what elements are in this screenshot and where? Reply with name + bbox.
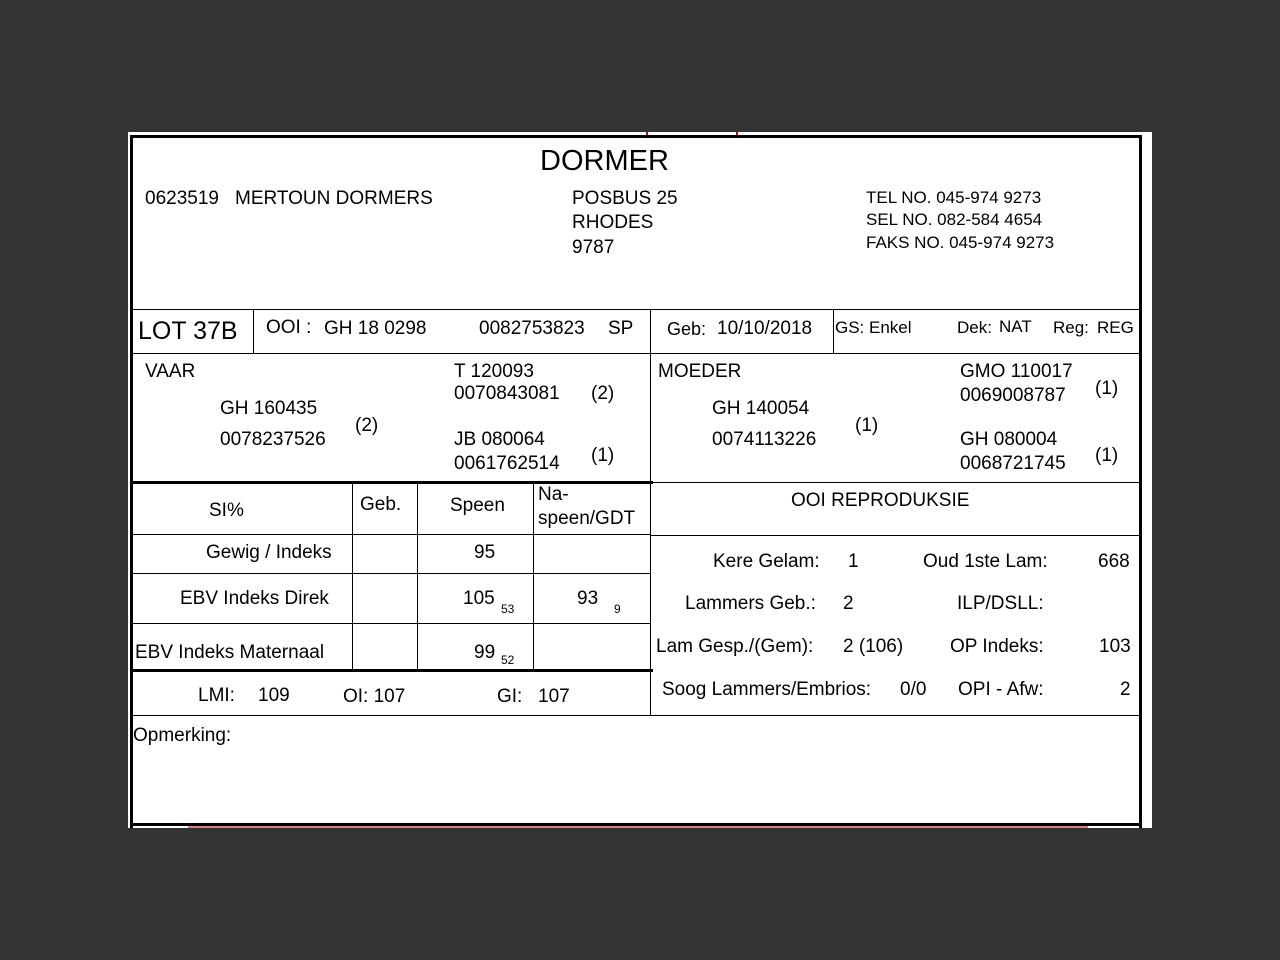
ooi-code: SP: [608, 318, 634, 339]
vaar-dam-id: JB 080064: [454, 429, 545, 450]
opi-afw-label: OPI - Afw:: [958, 679, 1044, 700]
speen-header: Speen: [450, 495, 505, 516]
vaar-sire-reg: 0070843081: [454, 383, 560, 404]
breeder-name: MERTOUN DORMERS: [235, 188, 433, 209]
op-indeks-value: 103: [1099, 636, 1131, 657]
row-gewig-speen: 95: [474, 542, 496, 563]
lot-card: [128, 132, 1152, 828]
dek-label: Dek:: [957, 318, 992, 337]
moeder-sire-gen: (1): [1095, 378, 1119, 399]
moeder-dam-reg: 0068721745: [960, 453, 1066, 474]
lammers-geb-value: 2: [843, 593, 854, 614]
rule-indices-bottom: [132, 715, 1140, 716]
gs-value: GS: Enkel: [835, 318, 912, 337]
reg-value: REG: [1097, 318, 1134, 337]
kere-gelam-label: Kere Gelam:: [713, 551, 820, 572]
row-direk-speen: 105: [463, 588, 495, 609]
ooi-reg: 0082753823: [479, 318, 585, 339]
lot-number: LOT 37B: [138, 317, 238, 345]
address-line1: POSBUS 25: [572, 188, 678, 209]
vaar-gen: (2): [355, 415, 379, 436]
row-gewig-label: Gewig / Indeks: [206, 542, 332, 563]
op-indeks-label: OP Indeks:: [950, 636, 1044, 657]
lammers-geb-label: Lammers Geb.:: [685, 593, 816, 614]
vaar-sire-gen: (2): [591, 383, 615, 404]
lmi-label: LMI:: [198, 685, 235, 706]
row-direk-naspeen-sub: 9: [614, 602, 621, 616]
moeder-id: GH 140054: [712, 398, 810, 419]
naspeen-header-line1: Na-: [538, 484, 569, 505]
oud-1ste-lam-label: Oud 1ste Lam:: [923, 551, 1048, 572]
lmi-value: 109: [258, 685, 290, 706]
ooi-id: GH 18 0298: [324, 318, 427, 339]
naspeen-header-line2: speen/GDT: [538, 508, 636, 529]
opi-afw-value: 2: [1120, 679, 1131, 700]
vaar-label: VAAR: [145, 361, 196, 382]
sel-number: SEL NO. 082-584 4654: [866, 210, 1043, 229]
rule-pedigree-bottom-right: [650, 482, 1140, 483]
tel-number: TEL NO. 045-974 9273: [866, 188, 1042, 207]
lam-gesp-value: 2 (106): [843, 636, 904, 657]
rule-lot-sep1: [253, 309, 254, 353]
soog-label: Soog Lammers/Embrios:: [662, 679, 872, 700]
rule-si-row1: [132, 534, 650, 535]
row-direk-naspeen: 93: [577, 588, 599, 609]
rule-lot-top: [132, 309, 1140, 310]
crop-mark: [736, 132, 738, 135]
dek-value: NAT: [999, 317, 1032, 336]
rule-si-col2: [417, 482, 418, 669]
address-line3: 9787: [572, 237, 615, 258]
gi-label: GI:: [497, 686, 523, 707]
border-top: [130, 135, 1142, 138]
ilp-dsll-label: ILP/DSLL:: [957, 593, 1044, 614]
vaar-dam-gen: (1): [591, 445, 615, 466]
geb-date: 10/10/2018: [717, 318, 813, 339]
moeder-sire-reg: 0069008787: [960, 385, 1066, 406]
rule-lot-sep2: [650, 309, 651, 353]
vaar-dam-reg: 0061762514: [454, 453, 560, 474]
vaar-sire-id: T 120093: [454, 361, 534, 382]
row-maternaal-speen: 99: [474, 642, 496, 663]
row-direk-label: EBV Indeks Direk: [180, 588, 329, 609]
geb-header: Geb.: [360, 494, 402, 515]
geb-label: Geb:: [667, 319, 707, 339]
soog-value: 0/0: [900, 679, 927, 700]
row-direk-speen-sub: 53: [501, 602, 515, 616]
moeder-label: MOEDER: [658, 361, 742, 382]
breed-title: DORMER: [540, 145, 669, 177]
rule-lot-bottom: [132, 353, 1140, 354]
remarks-label: Opmerking:: [133, 725, 232, 746]
rule-si-row3: [132, 623, 650, 624]
breeder-number: 0623519: [145, 188, 219, 209]
rule-si-col3: [533, 482, 534, 669]
rule-lot-sep3: [833, 309, 834, 353]
vaar-id: GH 160435: [220, 398, 318, 419]
rule-pedigree-bottom-left: [132, 481, 653, 484]
si-header: SI%: [209, 500, 244, 521]
crop-mark: [646, 132, 648, 135]
address-line2: RHODES: [572, 212, 654, 233]
faks-number: FAKS NO. 045-974 9273: [866, 233, 1055, 252]
oi-value: OI: 107: [343, 686, 406, 707]
reg-label: Reg:: [1053, 318, 1089, 337]
moeder-reg: 0074113226: [712, 429, 817, 450]
moeder-dam-gen: (1): [1095, 445, 1119, 466]
gi-value: 107: [538, 686, 570, 707]
lam-gesp-label: Lam Gesp./(Gem):: [656, 636, 814, 657]
rule-repro-title: [650, 535, 1140, 536]
kere-gelam-value: 1: [848, 551, 859, 572]
ooi-label: OOI :: [266, 317, 312, 338]
moeder-sire-id: GMO 110017: [960, 361, 1073, 382]
rule-si-bottom: [132, 669, 653, 672]
moeder-dam-id: GH 080004: [960, 429, 1058, 450]
crop-line: [188, 826, 1088, 828]
moeder-gen: (1): [855, 415, 879, 436]
rule-si-row2: [132, 573, 650, 574]
vaar-reg: 0078237526: [220, 429, 326, 450]
repro-title: OOI REPRODUKSIE: [791, 490, 970, 511]
row-maternaal-speen-sub: 52: [501, 653, 515, 667]
oud-1ste-lam-value: 668: [1098, 551, 1130, 572]
rule-si-col1: [352, 482, 353, 669]
row-maternaal-label: EBV Indeks Maternaal: [135, 642, 325, 663]
